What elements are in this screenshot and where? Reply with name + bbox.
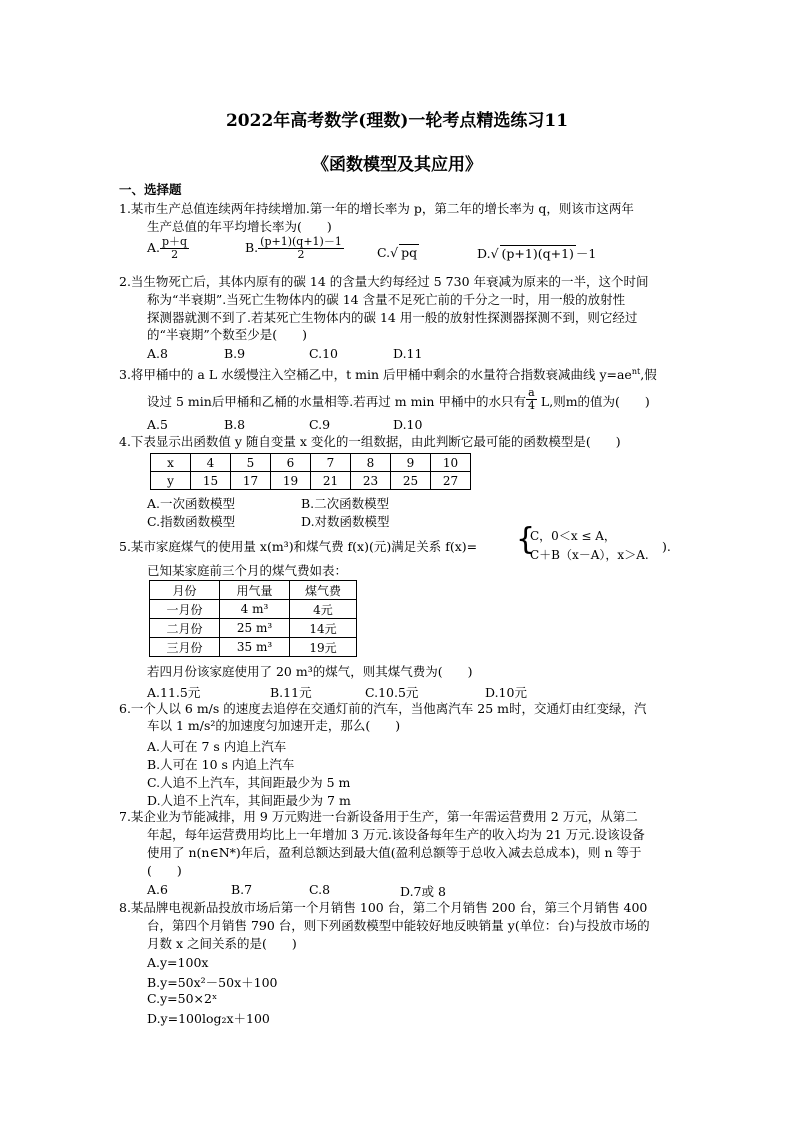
- q4-line1: 4.下表显示出函数值 y 随自变量 x 变化的一组数据，由此判断它最可能的函数模型是( ): [119, 434, 621, 449]
- q5-option-d: D.10元: [485, 685, 527, 700]
- q5-option-c: C.10.5元: [365, 685, 419, 700]
- q5-close: ).: [662, 539, 671, 554]
- q6-line2: 车以 1 m/s²的加速度匀加速开走，那么( ): [147, 718, 401, 733]
- q2-line1: 2.当生物死亡后，其体内原有的碳 14 的含量大约每经过 5 730 年衰减为原来的一半，这个时间: [119, 274, 649, 289]
- q1-option-b: B. $\frac{(p+1)(q+1)-1}{2}$: [245, 235, 342, 261]
- q7-option-d: D.7或 8: [400, 884, 446, 899]
- q6-option-c: C.人追不上汽车，其间距最少为 5 m: [147, 775, 351, 790]
- table-row: y 15 17 19 21 23 25 27: [151, 472, 471, 490]
- page-subtitle: 《函数模型及其应用》: [312, 155, 482, 175]
- q4-option-c: C.指数函数模型: [147, 514, 236, 529]
- q2-line3: 探测器就测不到了.若某死亡生物体内的碳 14 用一般的放射性探测器探测不到，则它经过: [147, 310, 638, 325]
- q3-option-d: D.10: [393, 417, 423, 432]
- q8-option-d: D.y=100log₂x＋100: [147, 1011, 270, 1026]
- q6-line1: 6.一个人以 6 m/s 的速度去追停在交通灯前的汽车，当他离汽车 25 m时，交通灯由红变绿，汽: [119, 701, 647, 716]
- q2-option-a: A.8: [147, 346, 168, 361]
- q2-line4: 的“半衰期”个数至少是( ): [147, 327, 308, 342]
- q4-option-d: D.对数函数模型: [301, 514, 390, 529]
- q7-line3: 使用了 n(n∈N*)年后，盈利总额达到最大值(盈利总额等于总收入减去总成本)，则 n 等于: [147, 845, 642, 860]
- q5-line3: 若四月份该家庭使用了 20 m³的煤气，则其煤气费为( ): [147, 664, 473, 679]
- q5-case2: C＋B（x－A），x＞A.: [530, 548, 649, 562]
- q8-option-c: C.y=50×2ˣ: [147, 991, 218, 1006]
- q4-option-a: A.一次函数模型: [147, 496, 236, 511]
- table-row: 三月份 35 m³ 19元: [150, 638, 357, 657]
- q7-line2: 年起，每年运营费用均比上一年增加 3 万元.该设备每年生产的收入均为 21 万元.设该设备: [147, 827, 645, 842]
- q1-option-a: A. $\frac{p+q}{2}$: [147, 235, 188, 261]
- q4-data-table: [150, 453, 471, 490]
- q7-line1: 7.某企业为节能减排，用 9 万元购进一台新设备用于生产，第一年需运营费用 2 万元，从第二: [119, 809, 638, 824]
- q1-line1: 1.某市生产总值连续两年持续增加.第一年的增长率为 p，第二年的增长率为 q，则该市这两年: [119, 201, 634, 216]
- q1-option-d: D.√ (p+1)(q+1) －1: [477, 246, 597, 261]
- q8-option-b: B.y=50x²－50x＋100: [147, 975, 278, 990]
- q3-option-c: C.9: [309, 417, 331, 432]
- q3-option-b: B.8: [224, 417, 246, 432]
- q6-option-b: B.人可在 10 s 内追上汽车: [147, 757, 295, 772]
- q8-option-a: A.y=100x: [147, 955, 209, 970]
- q2-option-d: D.11: [393, 346, 423, 361]
- q7-option-b: B.7: [231, 882, 253, 897]
- section-heading: 一、选择题: [119, 182, 182, 197]
- table-row: 二月份 25 m³ 14元: [150, 619, 357, 638]
- q1-line2: 生产总值的年平均增长率为( ): [147, 219, 332, 234]
- q5-option-a: A.11.5元: [147, 685, 201, 700]
- q3-line1: 3.将甲桶中的 a L 水缓慢注入空桶乙中，t min 后甲桶中剩余的水量符合指数衰减曲线 $y=ae^{nt}$,假: [119, 367, 657, 383]
- q1-option-c: C.√ pq: [377, 245, 418, 260]
- q3-line2: 设过 5 min后甲桶和乙桶的水量相等.若再过 m min 甲桶中的水只有 $\frac{a}{4}$ L,则m的值为( ): [147, 386, 650, 412]
- q7-option-a: A.6: [147, 882, 168, 897]
- q6-option-a: A.人可在 7 s 内追上汽车: [147, 739, 287, 754]
- q5-option-b: B.11元: [270, 685, 312, 700]
- q5-line2: 已知某家庭前三个月的煤气费如表：: [147, 563, 348, 578]
- table-row: 月份 用气量 煤气费: [150, 581, 357, 600]
- q8-line1: 8.某品牌电视新品投放市场后第一个月销售 100 台，第二个月销售 200 台，第三个月销售 400: [119, 900, 648, 915]
- q7-option-c: C.8: [309, 882, 331, 897]
- left-brace-icon: {: [516, 522, 536, 557]
- table-row: 一月份 4 m³ 4元: [150, 600, 357, 619]
- q5-gas-table: [149, 580, 357, 657]
- q2-option-b: B.9: [224, 346, 246, 361]
- q2-line2: 称为“半衰期”.当死亡生物体内的碳 14 含量不足死亡前的千分之一时，用一般的放射性: [147, 292, 626, 307]
- q7-line4: ( ): [147, 863, 182, 878]
- table-row: x 4 5 6 7 8 9 10: [151, 454, 471, 472]
- q8-line2: 台，第四个月销售 790 台，则下列函数模型中能较好地反映销量 y(单位：台)与投放市场的: [147, 918, 650, 933]
- q5-line1: 5.某市家庭煤气的使用量 x(m³)和煤气费 f(x)(元)满足关系 f(x)=: [119, 539, 478, 554]
- page-title: 2022年高考数学(理数)一轮考点精选练习11: [225, 111, 569, 131]
- q6-option-d: D.人追不上汽车，其间距最少为 7 m: [147, 793, 351, 808]
- q3-option-a: A.5: [147, 417, 168, 432]
- q8-line3: 月数 x 之间关系的是( ): [147, 936, 297, 951]
- q5-case1: C，0＜x ≤ A，: [530, 529, 616, 543]
- q4-option-b: B.二次函数模型: [301, 496, 390, 511]
- q2-option-c: C.10: [309, 346, 338, 361]
